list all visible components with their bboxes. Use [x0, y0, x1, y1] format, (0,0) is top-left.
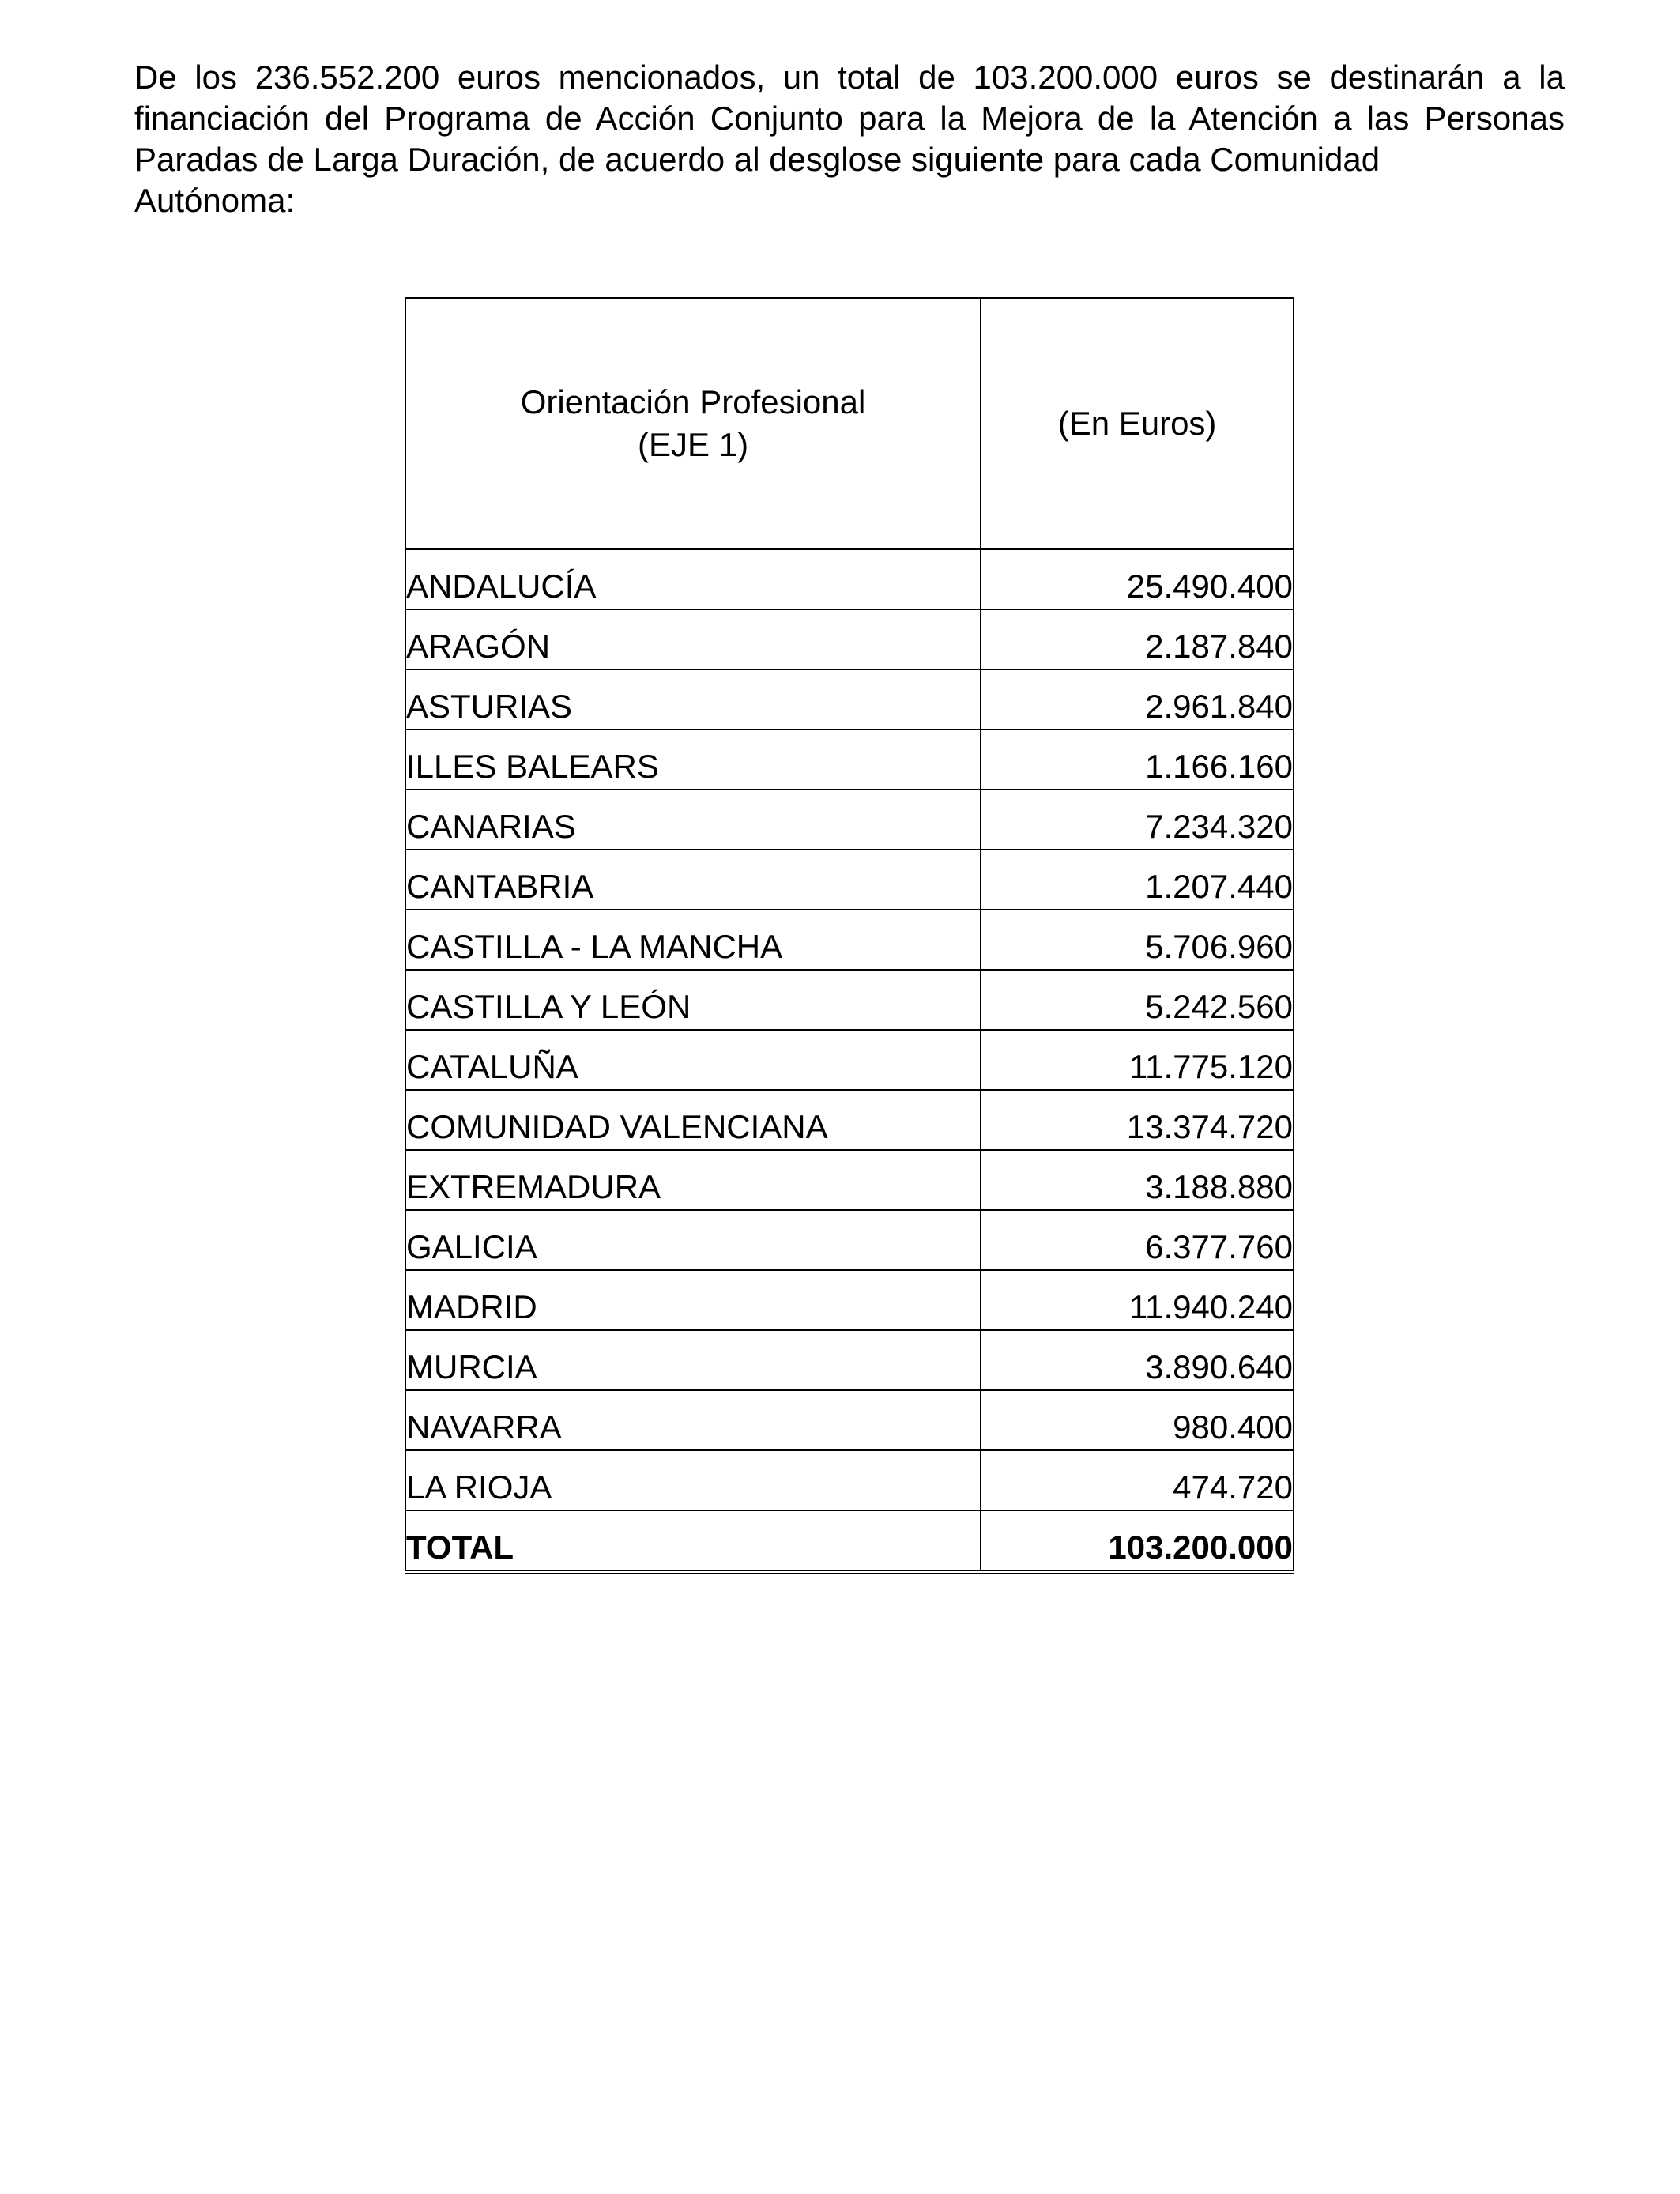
amount-cell: 5.706.960: [981, 910, 1294, 970]
header-region-column: [405, 298, 981, 549]
amount-cell: 1.207.440: [981, 850, 1294, 910]
region-name-cell: GALICIA: [405, 1210, 981, 1270]
amount-cell: 3.890.640: [981, 1330, 1294, 1390]
region-name-cell: CATALUÑA: [405, 1030, 981, 1090]
region-name-cell: CASTILLA Y LEÓN: [405, 970, 981, 1030]
header-region-title: Orientación Profesional: [520, 383, 866, 420]
amount-cell: 11.775.120: [981, 1030, 1294, 1090]
total-label: TOTAL: [405, 1510, 981, 1572]
region-name-cell: ARAGÓN: [405, 609, 981, 669]
table-row: [405, 1150, 1294, 1210]
table-row: [405, 1330, 1294, 1390]
amount-cell: 1.166.160: [981, 729, 1294, 790]
table-header-row: [405, 298, 1294, 549]
amount-cell: 25.490.400: [981, 549, 1294, 609]
amount-cell: 3.188.880: [981, 1150, 1294, 1210]
amount-cell: 2.961.840: [981, 669, 1294, 729]
region-name-cell: CASTILLA - LA MANCHA: [405, 910, 981, 970]
table-row: [405, 970, 1294, 1030]
region-name-cell: MURCIA: [405, 1330, 981, 1390]
table-row: [405, 609, 1294, 669]
amount-cell: 980.400: [981, 1390, 1294, 1450]
amount-cell: 5.242.560: [981, 970, 1294, 1030]
amount-cell: 13.374.720: [981, 1090, 1294, 1150]
table-row: [405, 1030, 1294, 1090]
region-name-cell: CANARIAS: [405, 790, 981, 850]
header-value-title: (En Euros): [1057, 405, 1217, 442]
table-row: [405, 1090, 1294, 1150]
region-name-cell: ILLES BALEARS: [405, 729, 981, 790]
region-name-cell: ANDALUCÍA: [405, 549, 981, 609]
table-row: [405, 910, 1294, 970]
amount-cell: 474.720: [981, 1450, 1294, 1510]
region-name-cell: ASTURIAS: [405, 669, 981, 729]
region-name-cell: NAVARRA: [405, 1390, 981, 1450]
amount-cell: 11.940.240: [981, 1270, 1294, 1330]
table-row: [405, 1450, 1294, 1510]
table-row: [405, 1270, 1294, 1330]
total-value: 103.200.000: [981, 1510, 1294, 1572]
amount-cell: 7.234.320: [981, 790, 1294, 850]
table-row: [405, 549, 1294, 609]
table-body: [405, 549, 1294, 1572]
allocation-table: [405, 297, 1294, 1574]
intro-paragraph: [134, 57, 1565, 221]
table-row: [405, 729, 1294, 790]
table-row: [405, 850, 1294, 910]
header-region-subtitle: (EJE 1): [638, 426, 749, 463]
intro-text-last-line: Autónoma:: [134, 182, 296, 219]
amount-cell: 6.377.760: [981, 1210, 1294, 1270]
total-row: [405, 1510, 1294, 1572]
region-name-cell: LA RIOJA: [405, 1450, 981, 1510]
region-name-cell: MADRID: [405, 1270, 981, 1330]
table-row: [405, 669, 1294, 729]
intro-text: De los 236.552.200 euros mencionados, un total de 103.200.000 euros se destinarán a la financiación del Programa de Acción Conjunto para la Mejora de la Atención a las Personas Paradas de Larga Duración, de acuerdo al desglose siguiente para cada Comunidad: [134, 58, 1565, 178]
region-name-cell: COMUNIDAD VALENCIANA: [405, 1090, 981, 1150]
region-name-cell: EXTREMADURA: [405, 1150, 981, 1210]
table-row: [405, 790, 1294, 850]
amount-cell: 2.187.840: [981, 609, 1294, 669]
table-row: [405, 1390, 1294, 1450]
header-value-column: [981, 298, 1294, 549]
region-name-cell: CANTABRIA: [405, 850, 981, 910]
table-row: [405, 1210, 1294, 1270]
